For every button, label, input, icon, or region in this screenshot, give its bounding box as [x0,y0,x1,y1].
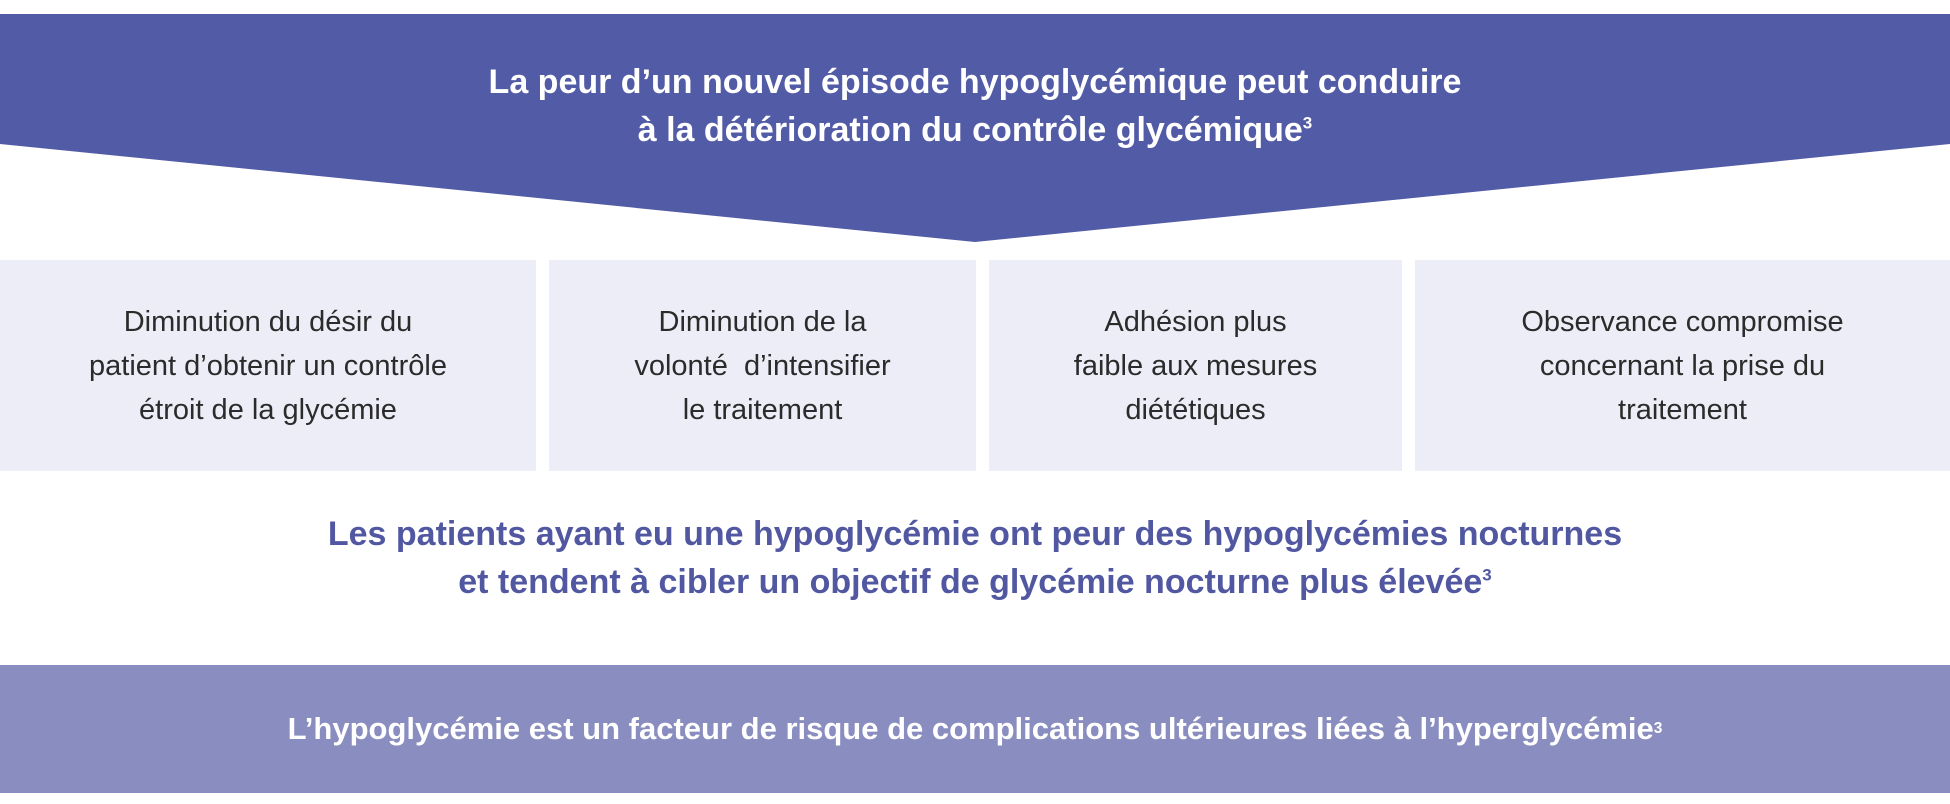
card-3-line-3: diététiques [1125,393,1266,426]
card-2-line-3: le traitement [682,393,843,426]
banner-line-2-text: à la détérioration du contrôle glycémique [637,111,1303,149]
card-2-line-2: volonté d’intensifier [634,349,891,382]
card-3-line-1: Adhésion plus [1104,305,1287,338]
banner-reference: 3 [1302,113,1313,133]
card-1-line-2: patient d’obtenir un contrôle [89,349,447,382]
statement-line-1: Les patients ayant eu une hypoglycémie ont peur des hypoglycémies nocturnes [327,515,1623,553]
footer-bar: L’hypoglycémie est un facteur de risque de complications ultérieures liées à l’hyperglycémie 3 [0,665,1950,793]
consequence-card-2 [549,260,976,471]
consequence-card-4 [1415,260,1950,471]
card-1-line-1: Diminution du désir du [123,305,413,338]
statement-line-2-text: et tendent à cibler un objectif de glycémie nocturne plus élevée [458,563,1483,601]
card-3-line-2: faible aux mesures [1073,349,1318,382]
banner-heading [0,58,1950,154]
banner-line-1: La peur d’un nouvel épisode hypoglycémique peut conduire [488,63,1462,101]
statement-line-2 [0,558,1950,606]
consequence-card-3 [989,260,1402,471]
card-1-line-3: étroit de la glycémie [139,393,397,426]
consequence-card-1 [0,260,536,471]
statement-text [0,510,1950,606]
card-4-line-2: concernant la prise du [1539,349,1826,382]
card-4-line-3: traitement [1618,393,1747,426]
footer-text: L’hypoglycémie est un facteur de risque de complications ultérieures liées à l’hyperglycémie [287,711,1654,746]
statement-reference: 3 [1482,565,1492,585]
card-4-line-1: Observance compromise [1521,305,1844,338]
banner-line-2 [0,106,1950,154]
card-2-line-1: Diminution de la [658,305,867,338]
